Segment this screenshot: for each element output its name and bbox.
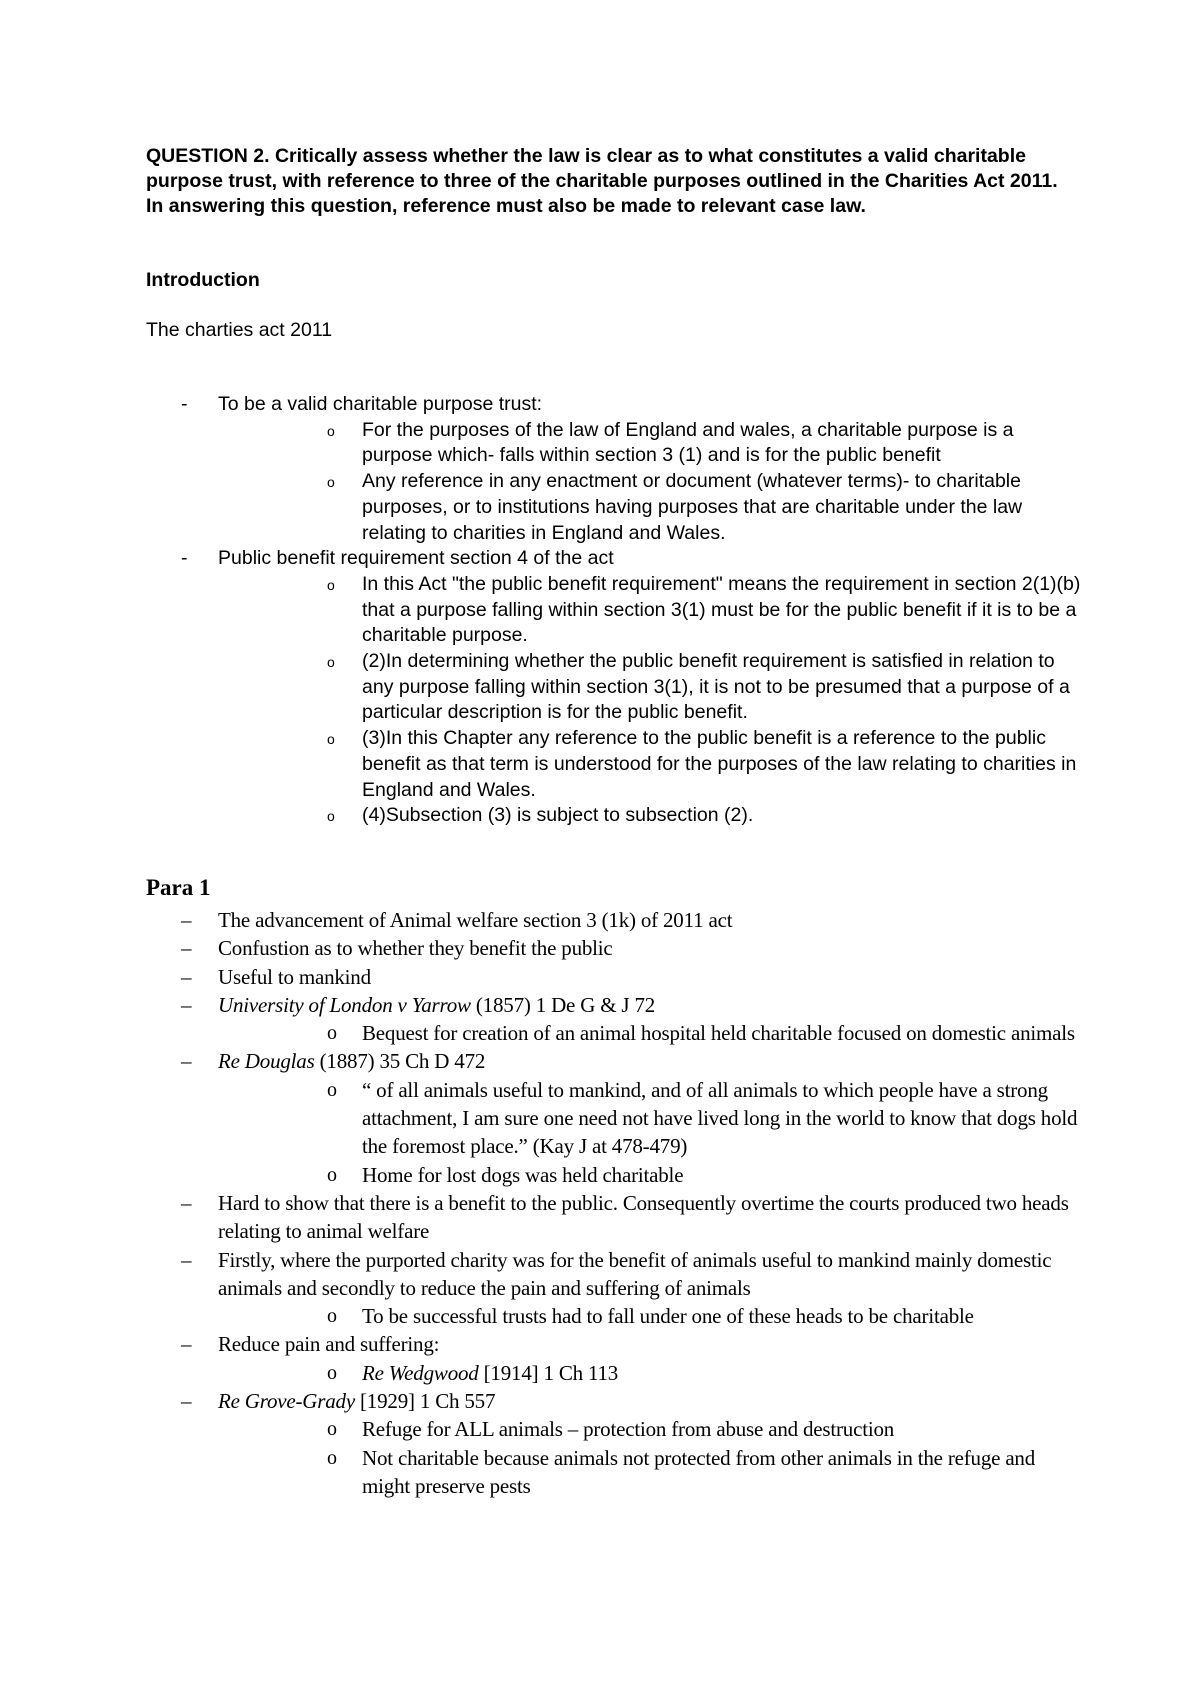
para-1-heading: Para 1 [146, 875, 211, 900]
case-citation: University of London v Yarrow [218, 992, 471, 1017]
case-citation: Re Grove-Grady [218, 1389, 355, 1414]
circle-bullet-icon: o [327, 654, 335, 671]
sub-list [218, 1359, 1086, 1387]
case-reference: (1887) 35 Ch D 472 [314, 1049, 486, 1074]
sub-list [218, 1019, 1086, 1047]
case-reference: (1857) 1 De G & J 72 [470, 992, 656, 1017]
sub-list-item [218, 418, 1086, 469]
list-item-text: Reduce pain and suffering: [218, 1332, 440, 1357]
circle-bullet-icon: o [327, 731, 335, 748]
list-item-text: Confustion as to whether they benefit the public [218, 936, 613, 961]
case-reference: [1914] 1 Ch 113 [478, 1360, 619, 1385]
sub-list-item [218, 803, 1086, 829]
introduction-text: The charties act 2011 [146, 319, 333, 341]
case-citation: Re Wedgwood [362, 1360, 479, 1385]
sub-list-item-text: (4)Subsection (3) is subject to subsection (2). [362, 804, 754, 827]
circle-bullet-icon: o [327, 1078, 337, 1101]
sub-list-item [218, 649, 1086, 726]
list-item [146, 1047, 1086, 1188]
sub-list-item-text: Home for lost dogs was held charitable [362, 1162, 684, 1187]
circle-bullet-icon: o [327, 422, 335, 439]
circle-bullet-icon: o [327, 1163, 337, 1186]
case-reference: [1929] 1 Ch 557 [354, 1389, 496, 1414]
sub-list-item-text: (3)In this Chapter any reference to the public benefit is a reference to the public benefit as that term is understood for the purposes of the law relating to charities in England and Wales. [362, 727, 1077, 801]
sub-list-item-text: For the purposes of the law of England and wales, a charitable purpose is a purpose which- falls within section 3 (1) and is for the public benefit [362, 418, 1014, 467]
sub-list-item-text: “ of all animals useful to mankind, and of all animals to which people have a strong attachment, I am sure one need not have lived long in the world to know that dogs hold the foremost place.” (Kay J at 478-479) [362, 1077, 1078, 1159]
sub-list-item [218, 572, 1086, 649]
sub-list-item [218, 1302, 1086, 1330]
dash-bullet-icon: – [181, 1332, 192, 1357]
dash-bullet-icon: – [181, 1389, 192, 1414]
sub-list-item [218, 1444, 1086, 1501]
para-1-bullet-list [146, 906, 1086, 1500]
sub-list-item [218, 1415, 1086, 1443]
introduction-heading: Introduction [146, 269, 260, 291]
list-item [146, 906, 1086, 934]
case-citation: Re Douglas [218, 1049, 315, 1074]
list-item [146, 991, 1086, 1048]
list-item [146, 1330, 1086, 1387]
circle-bullet-icon: o [327, 808, 335, 825]
circle-bullet-icon: o [327, 1418, 337, 1441]
sub-list [218, 572, 1086, 829]
sub-list-item-text: Refuge for ALL animals – protection from abuse and destruction [362, 1417, 895, 1442]
dash-bullet-icon: – [181, 936, 192, 961]
sub-list-item-text: Any reference in any enactment or document (whatever terms)- to charitable purposes, or to institutions having purposes that are charitable under the law relating to charities in England and Wales. [362, 470, 1023, 544]
sub-list [218, 1415, 1086, 1500]
dash-bullet-icon: – [181, 1247, 192, 1272]
list-item [146, 392, 1086, 546]
circle-bullet-icon: o [327, 474, 335, 491]
circle-bullet-icon: o [327, 1361, 337, 1384]
sub-list-item [218, 1161, 1086, 1189]
list-item-text: Firstly, where the purported charity was for the benefit of animals useful to mankind mainly domestic animals and secondly to reduce the pain and suffering of animals [218, 1247, 1052, 1300]
sub-list-item [218, 469, 1086, 546]
circle-bullet-icon: o [327, 1022, 337, 1045]
sub-list-item [218, 1359, 1086, 1387]
list-item-text: The advancement of Animal welfare section 3 (1k) of 2011 act [218, 908, 733, 932]
sub-list-item [218, 1076, 1086, 1161]
introduction-bullet-list [146, 392, 1086, 829]
list-item [146, 1387, 1086, 1500]
sub-list-item-text: (2)In determining whether the public benefit requirement is satisfied in relation to any purpose falling within section 3(1), it is not to be presumed that a purpose of a particular description is for the public benefit. [362, 650, 1070, 724]
sub-list [218, 418, 1086, 547]
list-item [146, 963, 1086, 991]
list-item [146, 934, 1086, 962]
sub-list-item-text: Not charitable because animals not protected from other animals in the refuge and might preserve pests [362, 1445, 1036, 1498]
list-item [146, 546, 1086, 829]
list-item [146, 1246, 1086, 1331]
sub-list [218, 1076, 1086, 1189]
circle-bullet-icon: o [327, 1446, 337, 1469]
circle-bullet-icon: o [327, 576, 335, 593]
dash-bullet-icon: – [181, 992, 192, 1017]
dash-bullet-icon: – [181, 908, 192, 932]
sub-list-item [218, 1019, 1086, 1047]
question-heading: QUESTION 2. Critically assess whether the law is clear as to what constitutes a valid charitable purpose trust, with reference to three of the charitable purposes outlined in the Charities Act 2011. In answering this question, reference must also be made to relevant case law. [146, 145, 1058, 217]
list-item-text: Public benefit requirement section 4 of the act [218, 547, 614, 570]
dash-bullet-icon: - [181, 547, 188, 570]
sub-list-item [218, 726, 1086, 803]
dash-bullet-icon: - [181, 393, 188, 415]
list-item-text: To be a valid charitable purpose trust: [218, 393, 543, 415]
circle-bullet-icon: o [327, 1305, 337, 1328]
sub-list-item-text: Bequest for creation of an animal hospital held charitable focused on domestic animals [362, 1021, 1075, 1046]
dash-bullet-icon: – [181, 1190, 192, 1215]
dash-bullet-icon: – [181, 1049, 192, 1074]
list-item-text: Hard to show that there is a benefit to the public. Consequently overtime the courts produced two heads relating to animal welfare [218, 1190, 1069, 1244]
sub-list-item-text: To be successful trusts had to fall under one of these heads to be charitable [362, 1304, 974, 1329]
dash-bullet-icon: – [181, 964, 192, 989]
list-item [146, 1189, 1086, 1246]
list-item-text: Useful to mankind [218, 964, 371, 989]
sub-list [218, 1302, 1086, 1330]
sub-list-item-text: In this Act "the public benefit requirement" means the requirement in section 2(1)(b) that a purpose falling within section 3(1) must be for the public benefit if it is to be a charitable purpose. [362, 572, 1081, 647]
